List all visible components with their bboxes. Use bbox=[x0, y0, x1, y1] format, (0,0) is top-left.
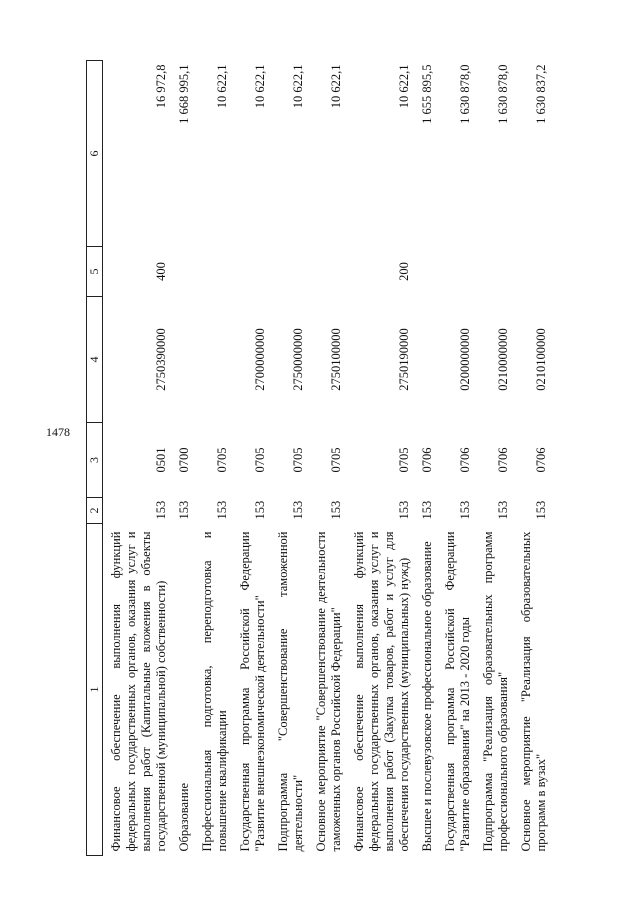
row-amount: 1 630 878,0 bbox=[458, 64, 472, 124]
row-target-article: 2700000000 bbox=[253, 328, 267, 391]
table-row bbox=[232, 61, 270, 856]
row-grbs: 153 bbox=[420, 500, 434, 520]
row-amount: 1 630 837,2 bbox=[534, 64, 548, 124]
row-section: 0501 bbox=[154, 447, 168, 473]
row-expense-type bbox=[475, 247, 513, 297]
row-target-article: 0200000000 bbox=[458, 328, 472, 391]
row-expense-type bbox=[308, 247, 346, 297]
row-amount: 1 655 895,5 bbox=[420, 64, 434, 124]
column-header-2: 2 bbox=[87, 498, 103, 524]
table-row bbox=[513, 61, 551, 856]
row-name: Основное мероприятие "Реализация образовательных программ в вузах" bbox=[519, 531, 548, 852]
row-amount: 16 972,8 bbox=[154, 64, 168, 109]
row-amount: 1 630 878,0 bbox=[496, 64, 510, 124]
row-name: Государственная программа Российской Федерации "Развитие образования" на 2013 - 2020 годы bbox=[443, 531, 472, 852]
row-target-article: 2750100000 bbox=[329, 328, 343, 391]
table-row bbox=[346, 61, 414, 856]
row-target-article bbox=[171, 297, 194, 423]
row-expense-type: 400 bbox=[154, 262, 168, 281]
table-row bbox=[475, 61, 513, 856]
row-grbs: 153 bbox=[397, 500, 411, 520]
row-amount: 10 622,1 bbox=[291, 64, 305, 109]
row-name: Образование bbox=[177, 782, 191, 852]
table-row bbox=[171, 61, 194, 856]
column-header-6: 6 bbox=[87, 61, 103, 247]
row-name: Финансовое обеспечение выполнения функций федеральных государственных органов, оказания услуг и выполнения работ (Закупка товаров, работ и услуг для обеспечения государственных (муниципальных) нужд) bbox=[352, 531, 411, 852]
row-grbs: 153 bbox=[215, 500, 229, 520]
row-target-article bbox=[414, 297, 437, 423]
row-section: 0706 bbox=[458, 447, 472, 473]
row-expense-type bbox=[232, 247, 270, 297]
row-grbs: 153 bbox=[329, 500, 343, 520]
row-target-article: 0210000000 bbox=[496, 328, 510, 391]
row-grbs: 153 bbox=[253, 500, 267, 520]
row-expense-type bbox=[513, 247, 551, 297]
column-header-4: 4 bbox=[87, 297, 103, 423]
table-row bbox=[270, 61, 308, 856]
table-row bbox=[308, 61, 346, 856]
row-section: 0705 bbox=[253, 447, 267, 473]
row-section: 0706 bbox=[534, 447, 548, 473]
row-amount: 10 622,1 bbox=[397, 64, 411, 109]
row-expense-type bbox=[414, 247, 437, 297]
row-name: Профессиональная подготовка, переподготовка и повышение квалификации bbox=[200, 531, 229, 852]
row-target-article: 2750000000 bbox=[291, 328, 305, 391]
row-section: 0706 bbox=[496, 447, 510, 473]
row-expense-type bbox=[270, 247, 308, 297]
row-target-article: 0210100000 bbox=[534, 328, 548, 391]
row-section: 0705 bbox=[291, 447, 305, 473]
budget-table-container bbox=[86, 61, 602, 856]
row-section: 0705 bbox=[329, 447, 343, 473]
table-row bbox=[437, 61, 475, 856]
row-section: 0700 bbox=[177, 447, 191, 473]
row-expense-type bbox=[171, 247, 194, 297]
row-amount: 10 622,1 bbox=[215, 64, 229, 109]
table-row bbox=[414, 61, 437, 856]
row-target-article: 2750390000 bbox=[154, 328, 168, 391]
row-name: Основное мероприятие "Совершенствование деятельности таможенных органов Российской Федерации" bbox=[314, 531, 343, 852]
row-section: 0706 bbox=[420, 447, 434, 473]
row-grbs: 153 bbox=[458, 500, 472, 520]
row-section: 0705 bbox=[215, 447, 229, 473]
row-amount: 10 622,1 bbox=[253, 64, 267, 109]
row-target-article: 2750190000 bbox=[397, 328, 411, 391]
row-expense-type bbox=[194, 247, 232, 297]
row-expense-type bbox=[437, 247, 475, 297]
row-amount: 10 622,1 bbox=[329, 64, 343, 109]
row-grbs: 153 bbox=[177, 500, 191, 520]
row-name: Подпрограмма "Совершенствование таможенной деятельности" bbox=[276, 531, 305, 852]
row-grbs: 153 bbox=[291, 500, 305, 520]
row-grbs: 153 bbox=[154, 500, 168, 520]
row-section: 0705 bbox=[397, 447, 411, 473]
row-expense-type: 200 bbox=[397, 262, 411, 281]
row-name: Финансовое обеспечение выполнения функций федеральных государственных органов, оказания услуг и выполнения работ (Капитальные вложения в объекты государственной (муниципальной) собственности) bbox=[109, 531, 168, 852]
row-amount: 1 668 995,1 bbox=[177, 64, 191, 124]
table-row bbox=[194, 61, 232, 856]
row-name: Подпрограмма "Реализация образовательных программ профессионального образования" bbox=[481, 531, 510, 852]
row-grbs: 153 bbox=[496, 500, 510, 520]
column-header-3: 3 bbox=[87, 423, 103, 498]
row-name: Высшее и послевузовское профессиональное образование bbox=[420, 541, 434, 852]
header-row bbox=[87, 61, 103, 856]
row-name: Государственная программа Российской Федерации "Развитие внешнеэкономической деятельности" bbox=[238, 531, 267, 852]
row-grbs: 153 bbox=[534, 500, 548, 520]
page-number: 1478 bbox=[46, 425, 70, 439]
column-header-1: 1 bbox=[87, 524, 103, 856]
table-row bbox=[103, 61, 172, 856]
budget-table bbox=[86, 60, 551, 856]
column-header-5: 5 bbox=[87, 247, 103, 297]
row-target-article bbox=[194, 297, 232, 423]
table-body bbox=[103, 61, 552, 856]
